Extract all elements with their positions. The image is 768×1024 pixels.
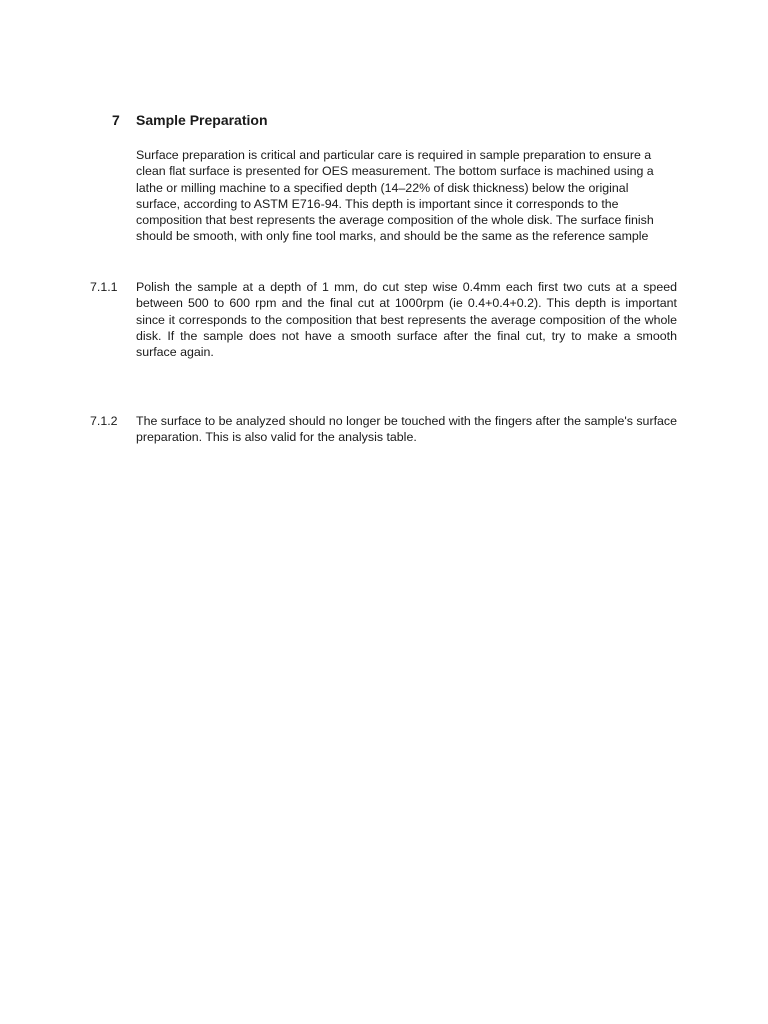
clause-text: Polish the sample at a depth of 1 mm, do cut step wise 0.4mm each first two cuts at a speed between 500 to 600 rpm and the final cut at 1000rpm (ie 0.4+0.4+0.2). This depth is important since it corresponds to the composition that best represents the average composition of the whole disk. If the sample does not have a smooth surface after the final cut, try to make a smooth surface again. — [136, 280, 677, 360]
clause-text: The surface to be analyzed should no longer be touched with the fingers after the sample's surface preparation. This is also valid for the analysis table. — [136, 414, 677, 445]
clause-number: 7.1.1 — [90, 280, 118, 294]
section-intro-paragraph: Surface preparation is critical and particular care is required in sample preparation to ensure a clean flat surface is presented for OES measurement. The bottom surface is machined using a lathe or milling machine to a specified depth (14–22% of disk thickness) below the original surface, according to ASTM E716-94. This depth is important since it corresponds to the composition that best represents the average composition of the whole disk. The surface finish should be smooth, with only fine tool marks, and should be the same as the reference sample — [136, 148, 654, 244]
section-heading — [112, 110, 268, 130]
clause-number: 7.1.2 — [90, 414, 118, 428]
section-number: 7 — [112, 112, 120, 128]
section-title: Sample Preparation — [136, 112, 268, 128]
